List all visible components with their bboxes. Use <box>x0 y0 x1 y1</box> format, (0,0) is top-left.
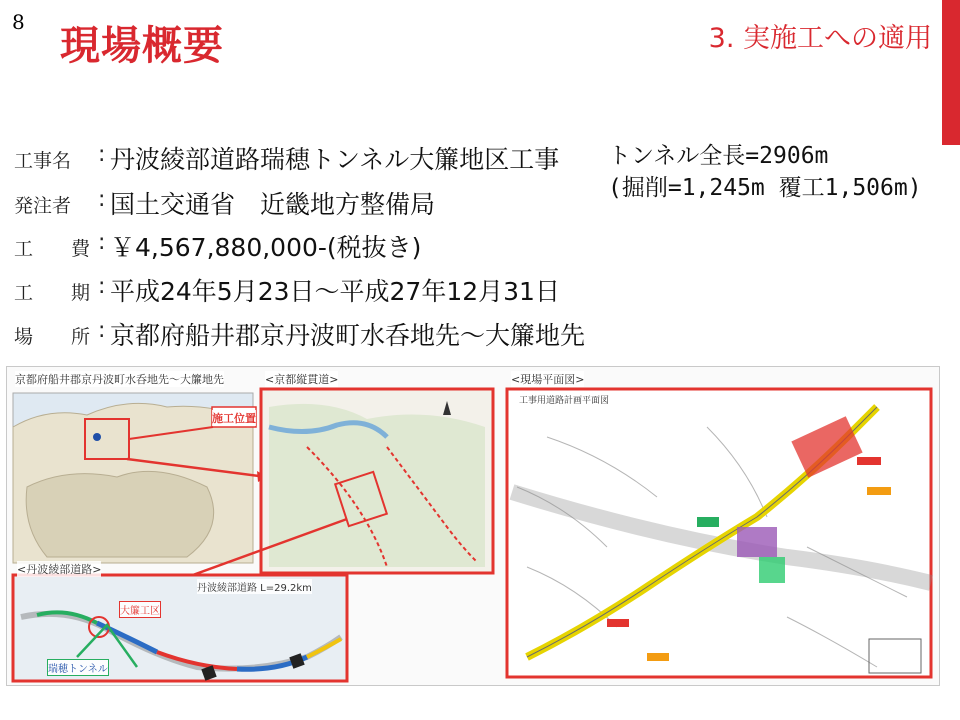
overview-map-caption: 京都府船井郡京丹波町水呑地先～大簾地先 <box>15 373 224 386</box>
colon: : <box>98 230 106 255</box>
colon: : <box>98 187 106 212</box>
construction-location-label: 施工位置 <box>212 412 256 425</box>
info-value: 国土交通省 近畿地方整備局 <box>110 190 436 219</box>
site-plan-caption: <現場平面図> <box>511 373 585 386</box>
osudare-section-label: 大簾工区 <box>119 601 161 618</box>
site-plan <box>507 389 931 677</box>
kyoto-jukan-map <box>261 389 493 573</box>
colon: : <box>98 318 106 343</box>
info-value: ￥4,567,880,000-(税抜き) <box>110 233 422 262</box>
route-length-label: 丹波綾部道路 L=29.2km <box>197 579 312 594</box>
page-title: 現場概要 <box>60 23 224 69</box>
tunnel-breakdown: (掘削=1,245m 覆工1,506m) <box>608 175 922 201</box>
kyoto-jukan-caption: <京都縦貫道> <box>265 373 339 386</box>
accent-bar <box>942 0 960 145</box>
info-label: 発注者 <box>14 195 72 217</box>
tunnel-length: トンネル全長=2906m <box>608 143 829 169</box>
route-map-caption: <丹波綾部道路> <box>17 563 102 576</box>
info-label: 工事名 <box>14 150 72 172</box>
site-maps-figure <box>6 366 940 686</box>
site-maps-graphic <box>7 367 939 685</box>
colon: : <box>98 274 106 299</box>
info-label: 工 費 <box>14 238 91 260</box>
mizuho-tunnel-label: 瑞穂トンネル <box>47 659 109 676</box>
info-value: 丹波綾部道路瑞穂トンネル大簾地区工事 <box>110 145 560 174</box>
info-value: 平成24年5月23日～平成27年12月31日 <box>110 277 560 306</box>
page-number: 8 <box>12 10 25 34</box>
info-label: 場 所 <box>14 326 91 348</box>
info-label: 工 期 <box>14 282 91 304</box>
colon: : <box>98 142 106 167</box>
section-heading: 3. 実施工への適用 <box>708 23 932 54</box>
info-value: 京都府船井郡京丹波町水呑地先～大簾地先 <box>110 321 586 350</box>
tunnel-length-note <box>608 140 922 204</box>
site-plan-title: 工事用道路計画平面図 <box>519 393 609 406</box>
